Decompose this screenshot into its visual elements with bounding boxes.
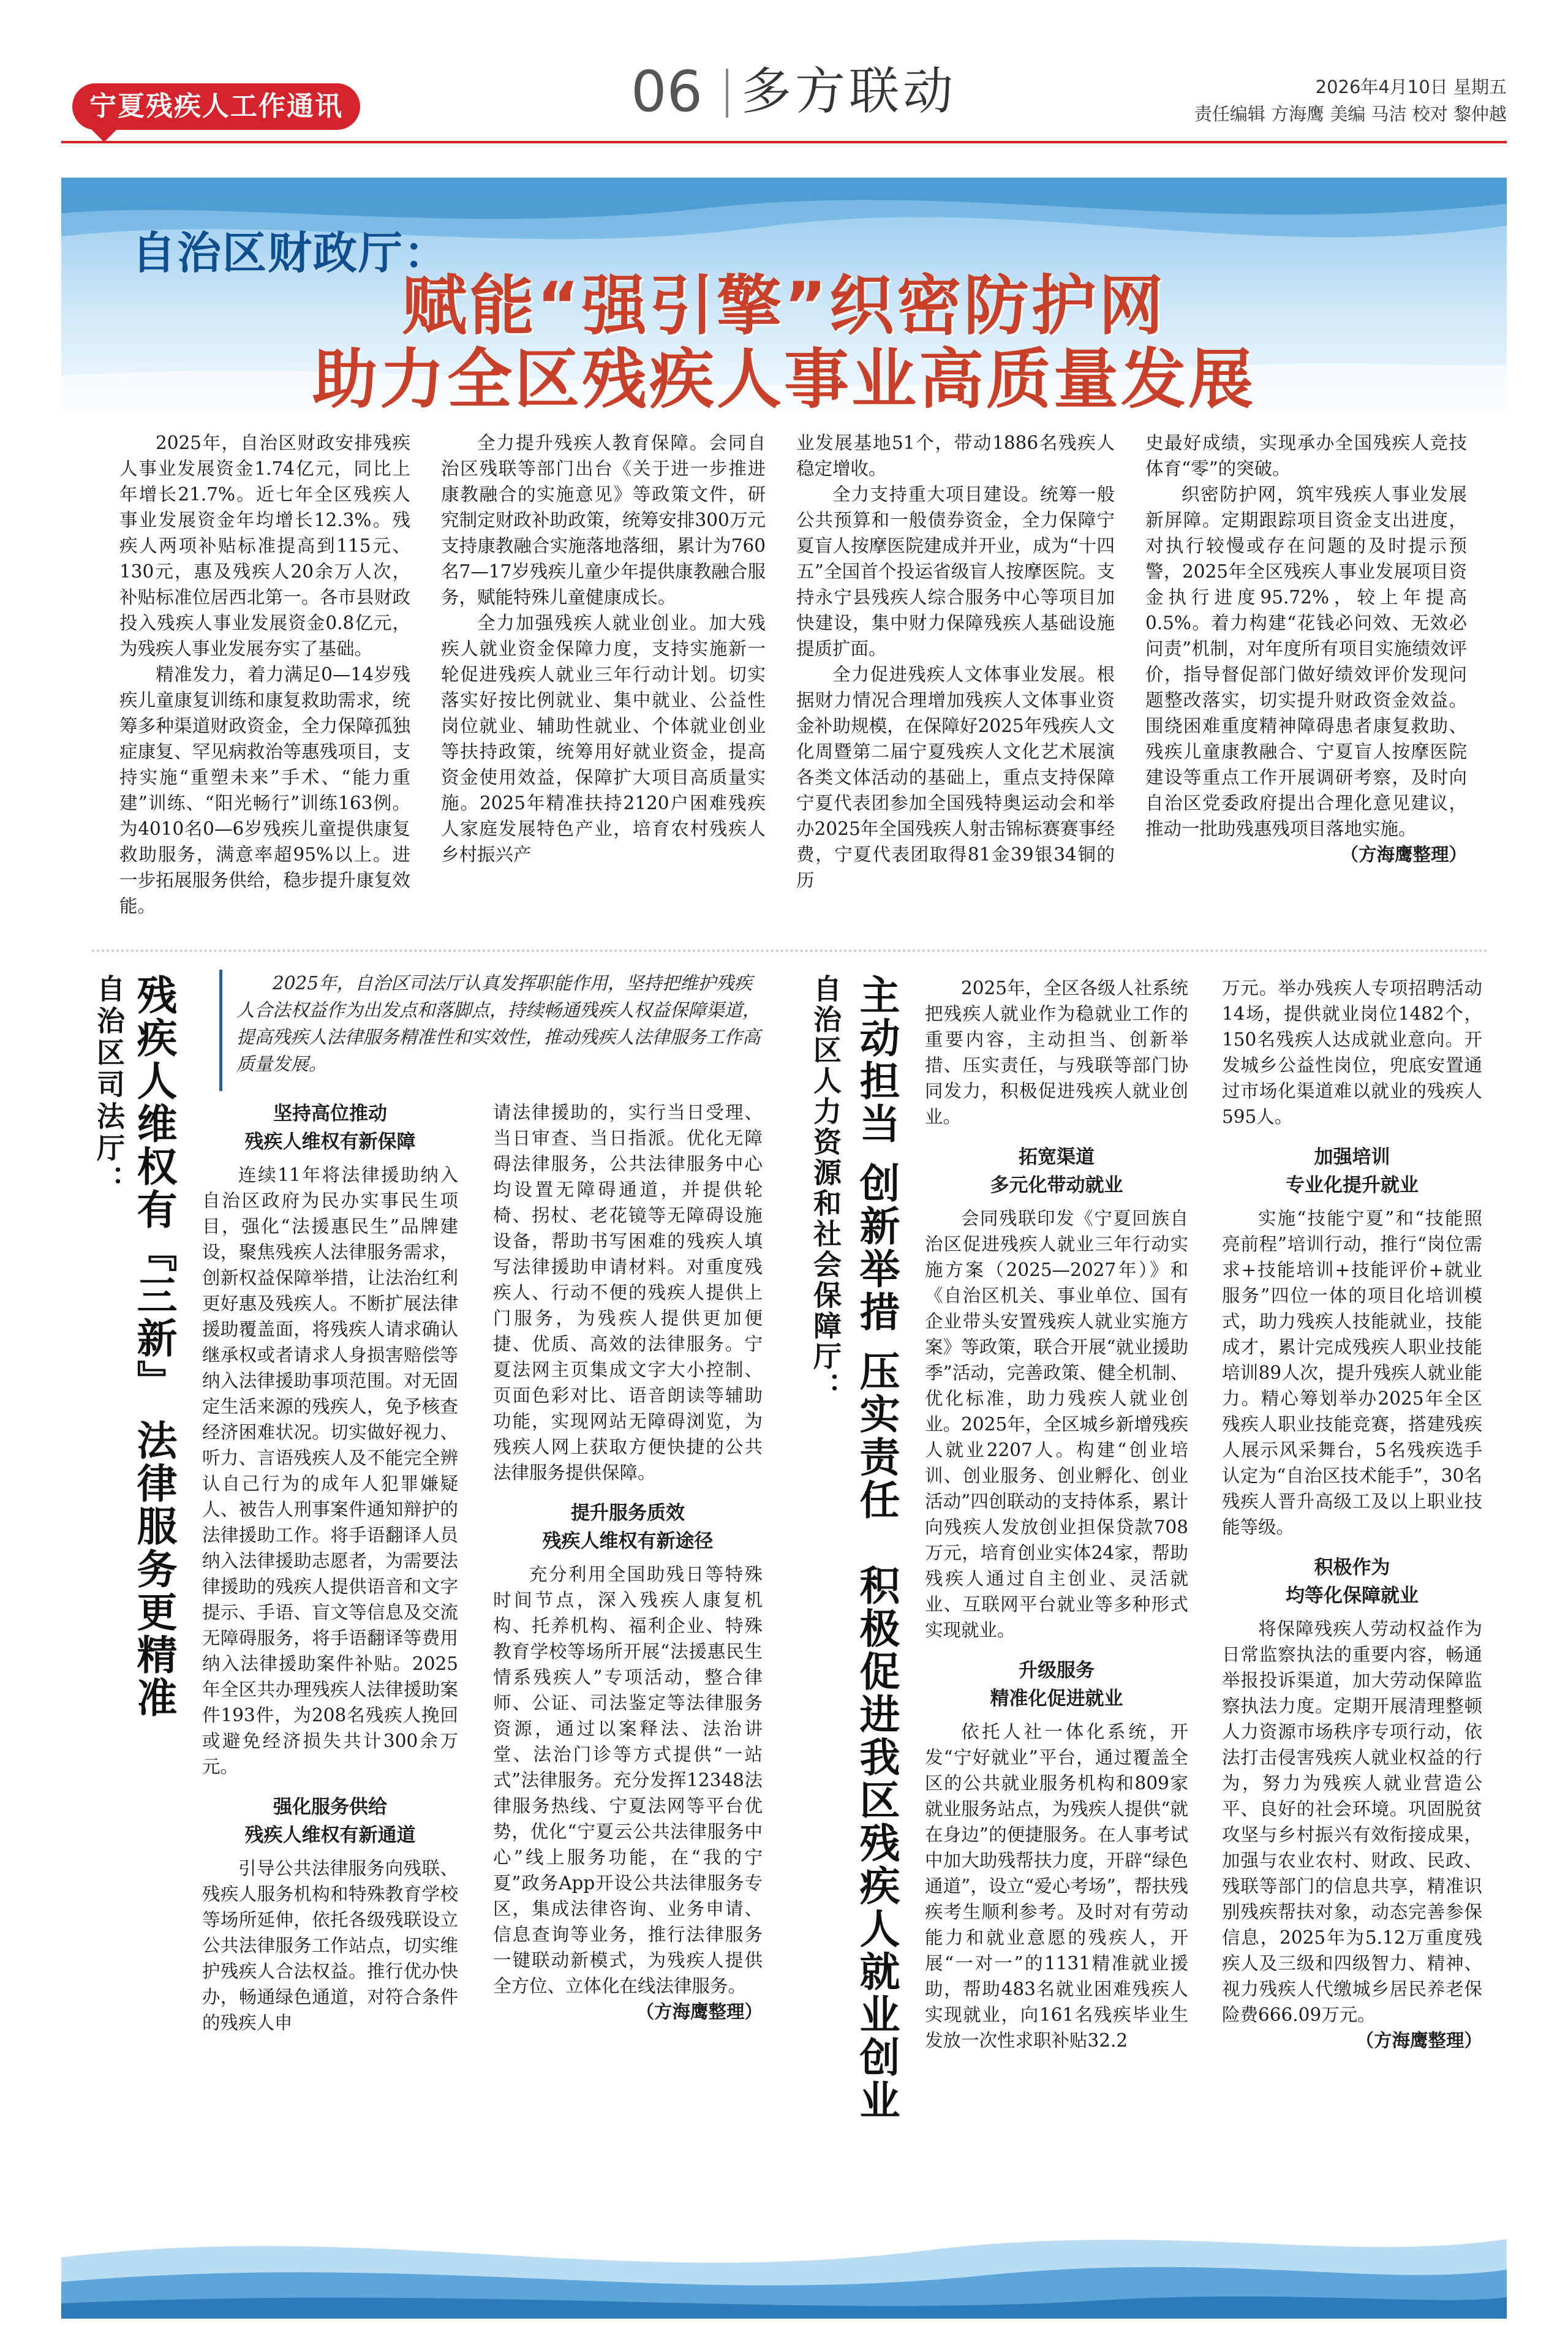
paragraph: 将保障残疾人劳动权益作为日常监察执法的重要内容，畅通举报投诉渠道，加大劳动保障监察执法力度。定期开展清理整顿人力资源市场秩序专项行动，依法打击侵害残疾人就业权益的行为，努力为残疾人就业营造公平、良好的社会环境。巩固脱贫攻坚与乡村振兴有效衔接成果，加强与农业农村、财政、民政、残联等部门的信息共享，精准识别残疾帮扶对象，动态完善参保信息，2025年为5.12万重度残疾人及三级和四级智力、精神、视力残疾人代缴城乡居民养老保险费666.09万元。 [1222, 1618, 1482, 2025]
masthead [0, 0, 1568, 141]
paragraph: 全力提升残疾人教育保障。会同自治区残联等部门出台《关于进一步推进康教融合的实施意见》等政策文件，研究制定财政补助政策，统筹安排300万元支持康教融合实施落地落细，累计为760名7—17岁残疾儿童少年提供康教融合服务，赋能特殊儿童健康成长。 [441, 432, 766, 608]
byline: （方海鹰整理） [1340, 844, 1467, 865]
article-divider [92, 950, 1488, 952]
banner-title-line1: 赋能“强引擎”织密防护网 [402, 268, 1166, 344]
article2-column-1 [202, 1100, 458, 2036]
banner-title-line2: 助力全区残疾人事业高质量发展 [312, 342, 1256, 410]
paragraph: 2025年，全区各级人社系统把残疾人就业作为稳就业工作的重要内容，主动担当、创新举措、压实责任，与残联等部门协同发力，积极促进残疾人就业创业。 [925, 978, 1188, 1127]
article1-column-4 [1145, 430, 1467, 867]
subheading: 升级服务 精准化促进就业 [990, 1660, 1123, 1710]
editor-credits: 责任编辑 方海鹰 美编 马洁 校对 黎仲越 [1194, 104, 1507, 124]
article1-column-1 [119, 430, 410, 919]
paragraph: 织密防护网，筑牢残疾人事业发展新屏障。定期跟踪项目资金支出进度，对执行较慢或存在问题的及时提示预警，2025年全区残疾人事业发展项目资金执行进度95.72%，较上年提高0.5%。着力构建“花钱必问效、无效必问责”机制，对年度所有项目实施绩效评价，指导督促部门做好绩效评价发现问题整改落实，切实提升财政资金效益。围绕困难重度精神障碍患者康复救助、残疾儿童康教融合、宁夏盲人按摩医院建设等重点工作开展调研考察，及时向自治区党委政府提出合理化意见建议，推动一批助残惠残项目落地实施。 [1145, 484, 1467, 839]
subheading: 提升服务质效 残疾人维权有新途径 [542, 1502, 714, 1552]
logo-text: 宁夏残疾人工作通讯 [89, 91, 343, 122]
subheading: 加强培训 专业化提升就业 [1286, 1146, 1419, 1196]
issue-date: 2026年4月10日 星期五 [1315, 77, 1507, 97]
article3-column-2 [1222, 975, 1482, 2053]
paragraph: 全力支持重大项目建设。统筹一般公共预算和一般债券资金，全力保障宁夏盲人按摩医院建成并开业，成为“十四五”全国首个投运省级盲人按摩医院。支持永宁县残疾人综合服务中心等项目加快建设，集中财力保障残疾人基础设施提质扩面。 [796, 484, 1115, 659]
paragraph: 业发展基地51个，带动1886名残疾人稳定增收。 [796, 432, 1115, 479]
paragraph: 全力促进残疾人文体事业发展。根据财力情况合理增加残疾人文体事业资金补助规模，在保障好2025年残疾人文化周暨第二届宁夏残疾人文化艺术展演各类文体活动的基础上，重点支持保障宁夏代表团参加全国残特奥运动会和举办2025年全国残疾人射击锦标赛赛事经费，宁夏代表团取得81金39银34铜的历 [796, 664, 1115, 891]
paragraph: 2025年，自治区财政安排残疾人事业发展资金1.74亿元，同比上年增长21.7%。近七年全区残疾人事业发展资金年均增长12.3%。残疾人两项补贴标准提高到115元、130元，惠及残疾人20余万人次，补贴标准位居西北第一。各市县财政投入残疾人事业发展资金0.8亿元，为残疾人事业发展夯实了基础。 [119, 432, 410, 659]
paragraph: 请法律援助的，实行当日受理、当日审查、当日指派。优化无障碍法律服务，公共法律服务中心均设置无障碍通道，并提供轮椅、拐杖、老花镜等无障碍设施设备，帮助书写困难的残疾人填写法律援助申请材料。对重度残疾人、行动不便的残疾人提供上门服务，为残疾人提供更加便捷、优质、高效的法律服务。宁夏法网主页集成文字大小控制、页面色彩对比、语音朗读等辅助功能，实现网站无障碍浏览，为残疾人网上获取方便快捷的公共法律服务提供保障。 [493, 1102, 763, 1483]
lead-text: 2025年，自治区司法厅认真发挥职能作用，坚持把维护残疾人合法权益作为出发点和落脚点，持续畅通残疾人权益保障渠道，提高残疾人法律服务精准性和实效性，推动残疾人法律服务工作高质量发展。 [236, 973, 761, 1074]
banner-kicker: 自治区财政厅： [132, 227, 450, 279]
section-title: 多方联动 [741, 62, 957, 121]
article2-column-2 [493, 1100, 763, 2025]
paragraph: 会同残联印发《宁夏回族自治区促进残疾人就业三年行动实施方案（2025—2027年）》和《自治区机关、事业单位、国有企业带头安置残疾人就业实施方案》等政策，联合开展“就业援助季”活动，完善政策、健全机制、优化标准，助力残疾人就业创业。2025年，全区城乡新增残疾人就业2207人。构建“创业培训、创业服务、创业孵化、创业活动”四创联动的支持体系，累计向残疾人发放创业担保贷款708万元，培育创业实体24家，帮助残疾人通过自主创业、灵活就业、互联网平台就业等多种形式实现就业。 [925, 1208, 1188, 1641]
paragraph: 连续11年将法律援助纳入自治区政府为民办实事民生项目，强化“法援惠民生”品牌建设，聚焦残疾人法律服务需求，创新权益保障举措，让法治红利更好惠及残疾人。不断扩展法律援助覆盖面，将残疾人请求确认继承权或者请求人身损害赔偿等纳入法律援助事项范围。对无固定生活来源的残疾人，免予核查经济困难状况。切实做好视力、听力、言语残疾人及不能完全辨认自己行为的成年人犯罪嫌疑人、被告人刑事案件通知辩护的法律援助工作。将手语翻译人员纳入法律援助志愿者，为需要法律援助的残疾人提供语音和文字提示、手语、盲文等信息及交流无障碍服务，将手语翻译等费用纳入法律援助案件补贴。2025年全区共办理残疾人法律援助案件193件，为208名残疾人挽回或避免经济损失共计300余万元。 [202, 1165, 458, 1777]
byline: （方海鹰整理） [636, 2001, 763, 2022]
subheading: 拓宽渠道 多元化带动就业 [990, 1146, 1123, 1196]
paragraph: 引导公共法律服务向残联、残疾人服务机构和特殊教育学校等场所延伸，依托各级残联设立公共法律服务工作站点，切实维护残疾人合法权益。推行优办快办，畅通绿色通道，对符合条件的残疾人申 [202, 1858, 458, 2033]
subheading: 坚持高位推动 残疾人维权有新保障 [244, 1103, 416, 1153]
masthead-meta [1194, 74, 1507, 127]
article3-kicker: 自治区人力资源和社会保障厅： [809, 974, 842, 1403]
page-number: 06 [631, 59, 703, 124]
byline: （方海鹰整理） [1355, 2030, 1482, 2051]
article3-title: 主动担当 创新举措 压实责任 积极促进我区残疾人就业创业 [853, 974, 900, 2122]
subheading: 积极作为 均等化保障就业 [1286, 1557, 1419, 1607]
paragraph: 全力加强残疾人就业创业。加大残疾人就业资金保障力度，支持实施新一轮促进残疾人就业三年行动计划。切实落实好按比例就业、集中就业、公益性岗位就业、辅助性就业、个体就业创业等扶持政策，统筹用好就业资金，提高资金使用效益，保障扩大项目高质量实施。2025年精准扶持2120户困难残疾人家庭发展特色产业，培育农村残疾人乡村振兴产 [441, 613, 766, 865]
article2-kicker: 自治区司法厅： [92, 974, 126, 1197]
masthead-rule [61, 141, 1507, 143]
paragraph: 依托人社一体化系统，开发“宁好就业”平台，通过覆盖全区的公共就业服务机构和809家就业服务站点，为残疾人提供“就在身边”的便捷服务。在人事考试中加大助残帮扶力度，开辟“绿色通道”，设立“爱心考场”，帮扶残疾考生顺利参考。及时对有劳动能力和就业意愿的残疾人，开展“一对一”的1131精准就业援助，帮助483名就业困难残疾人实现就业，向161名残疾毕业生发放一次性求职补贴32.2 [925, 1721, 1188, 2051]
article2-lead [219, 970, 772, 1091]
lead-accent-bar [219, 970, 222, 1091]
article-banner [61, 178, 1507, 410]
footer-wave-decoration [61, 2184, 1507, 2319]
paragraph: 实施“技能宁夏”和“技能照亮前程”培训行动，推行“岗位需求+技能培训+技能评价+就业服务”四位一体的项目化培训模式，助力残疾人技能就业，技能成才，累计完成残疾人职业技能培训89人次，提升残疾人就业能力。精心筹划举办2025年全区残疾人职业技能竞赛，搭建残疾人展示风采舞台，5名残疾选手认定为“自治区技术能手”，30名残疾人晋升高级工及以上职业技能等级。 [1222, 1208, 1482, 1538]
paragraph: 精准发力，着力满足0—14岁残疾儿童康复训练和康复救助需求，统筹多种渠道财政资金，全力保障孤独症康复、罕见病救治等惠残项目，支持实施“重塑未来”手术、“能力重建”训练、“阳光畅行”训练163例。为4010名0—6岁残疾儿童提供康复救助服务，满意率超95%以上。进一步拓展服务供给，稳步提升康复效能。 [119, 664, 410, 916]
article1-column-2 [441, 430, 766, 867]
page-separator [726, 69, 728, 118]
subheading: 强化服务供给 残疾人维权有新通道 [244, 1796, 416, 1846]
article1-column-3 [796, 430, 1115, 893]
paragraph: 万元。举办残疾人专项招聘活动14场，提供就业岗位1482个，150名残疾人达成就业意向。开发城乡公益性岗位，兜底安置通过市场化渠道难以就业的残疾人595人。 [1222, 978, 1482, 1127]
article3-column-1 [925, 975, 1188, 2053]
paragraph: 史最好成绩，实现承办全国残疾人竞技体育“零”的突破。 [1145, 432, 1467, 479]
newsletter-logo [72, 83, 360, 130]
paragraph: 充分利用全国助残日等特殊时间节点，深入残疾人康复机构、托养机构、福利企业、特殊教育学校等场所开展“法援惠民生情系残疾人”专项活动，整合律师、公证、司法鉴定等法律服务资源，通过以案释法、法治讲堂、法治门诊等方式提供“一站式”法律服务。充分发挥12348法律服务热线、宁夏法网等平台优势，优化“宁夏云公共法律服务中心”线上服务功能，在“我的宁夏”政务App开设公共法律服务专区，集成法律咨询、业务申请、信息查询等业务，推行法律服务一键联动新模式，为残疾人提供全方位、立体化在线法律服务。 [493, 1564, 763, 1996]
article2-title: 残疾人维权有『三新』 法律服务更精准 [130, 974, 177, 1720]
